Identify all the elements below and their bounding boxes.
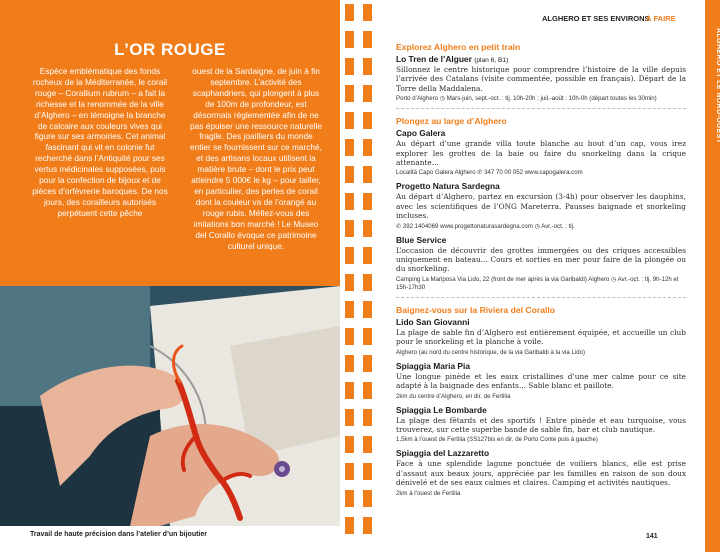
page-number: 141 [646,533,658,540]
running-header-section: À FAIRE [646,14,676,23]
entry-name: Blue Service [396,234,447,245]
entry-description: La plage de sable fin d’Alghero est entièrement équipée, et accueille un club pour le snorkeling et la planche à voile. [396,327,686,347]
entry-info: Porto d’Alghero ◷ Mars-juin, sept.-oct. : tlj. 10h-20h ; juil.-août : 10h-0h (départ toutes les 30min) [396,95,657,103]
entry-info: Camping La Mariposa Via Lido, 22 (front de mer après la via Garibaldi) Alghero ◷ Avr.-oct. : tlj. 9h-12h et 15h-17h30 [396,275,679,291]
entry-info: 1,5km à l’ouest de Fertilia (SS127bis en dir. de Porto Conte puis à gauche) [396,436,598,444]
jeweler-photo-illustration [0,286,340,526]
entry-name: Capo Galera [396,128,446,139]
entry-description: La plage des fêtards et des sportifs ! Entre pinède et eau turquoise, vous trouverez, sur cette superbe bande de sable fin, bar et club nautique. [396,415,686,434]
entry-description: Au départ d’Alghero, partez en excursion (3-4h) pour observer les dauphins, avec les scientifiques de l’ONG Mareterra. Pausses baignade et snorkeling incluses. [396,192,686,221]
entry-name: Lido San Giovanni [396,316,470,327]
section-title: Baignez-vous sur la Riviera del Corallo [396,304,556,315]
entry-name: Spiaggia Maria Pia [396,360,471,371]
activities-list [396,42,686,502]
entry-name: Progetto Natura Sardegna [396,181,500,192]
entry-name: Spiaggia Le Bombarde [396,404,487,415]
section-title: Explorez Alghero en petit train [396,42,521,52]
entry-info: 2km du centre d’Alghero, en dir. de Fertilia [396,392,511,400]
chapter-tab [705,0,720,552]
entry-info: Località Capo Galera Alghero ✆ 347 70 00 052 www.capogalera.com [396,169,583,177]
entry-info: 2km à l’ouest de Fertilia [396,489,461,497]
entry-info: ✆ 392 1404069 www.progettonaturasardegna.com ◷ Avr.-oct. : tlj. [396,222,575,230]
entry-description: L’occasion de découvrir des grottes immergées ou des criques accessibles uniquement en bateau... Cours et sorties en mer pour faire de la plongée ou du snorkeling. [396,245,686,274]
right-binding-strip [360,0,378,552]
entry-description: Une longue pinède et les eaux cristallines d’une mer calme pour ce site adapté à la baignade des enfants... Sable blanc et paillote. [396,371,686,391]
photo-caption: Travail de haute précision dans l’atelier d’un bijoutier [30,531,207,538]
entry-description: Au départ d’une grande villa toute blanche au bout d’un cap, vous irez explorer les grottes de la baie ou faire du snorkeling dans la crique attenante... [396,139,686,168]
jeweler-photo [0,286,340,526]
entry-name: Spiaggia del Lazzaretto [396,448,490,459]
entry-description: Face à une splendide lagune ponctuée de voiliers blancs, elle est prise d’assaut aux beaux jours, appréciée par les familles en raison de son doux dénivelé et de ses eaux calmes et claires. Camping et activités nautiques. [396,459,686,488]
left-binding-strip [340,0,358,552]
sidebar-box [0,0,340,286]
section-title: Plongez au large d’Alghero [396,116,507,127]
entry-description: Sillonnez le centre historique pour comprendre l’histoire de la ville depuis l’arrivée des Catalans (visite commentée, possible en français). Départ de la Torre della Maddalena. [396,65,686,93]
section-divider [396,108,686,109]
box-title: L’OR ROUGE [114,40,226,59]
box-text-column-2: ouest de la Sardaigne, de juin à fin septembre. L’activité des scaphandriers, qui plongent à plus de 100m de profondeur, est désormais réglementée afin de ne pas épuiser une ressource naturelle fragile. Des joailliers du monde entier se fournissent sur ce marché, et des artisans locaux utilisent la matière brute – dont le prix peut atteindre 5 000€ le kg – pour tailler, en particulier, des perles de corail dont la couleur va de l’orangé au rouge rubis. Méfiez-vous des imitations bon marché ! Le Museo del Corallo évoque ce patrimoine culturel unique. [190,66,322,251]
box-text-column-1: Espèce emblématique des fonds rocheux de la Méditerranée, le corail rouge – Corallium rubrum – a fait la richesse et la renommée de la ville d’Alghero – en témoigne la branche de calcaire aux couleurs vives qui figure sur ses armoiries. Cet animal fascinant qui vit en colonie fut recherché dans l’Antiquité pour ses vertus médicinales supposées, puis pour la confection de bijoux et de pièces d’orfèvrerie baroques. De nos jours, des corailleurs autorisés perpétuent cette pêche [32,66,168,218]
section-divider [396,297,686,298]
right-page [360,0,720,552]
left-page [0,0,360,552]
entry-info: Alghero (au nord du centre historique, de la via Garibaldi à la via Lido) [396,348,586,356]
running-header-region: ALGHERO ET SES ENVIRONS [542,14,650,23]
entry-name: Lo Tren de l’Alguer (plan 6, B1) [396,54,509,64]
chapter-tab-label: ALGHERO ET LE NORD-OUEST [715,28,722,144]
